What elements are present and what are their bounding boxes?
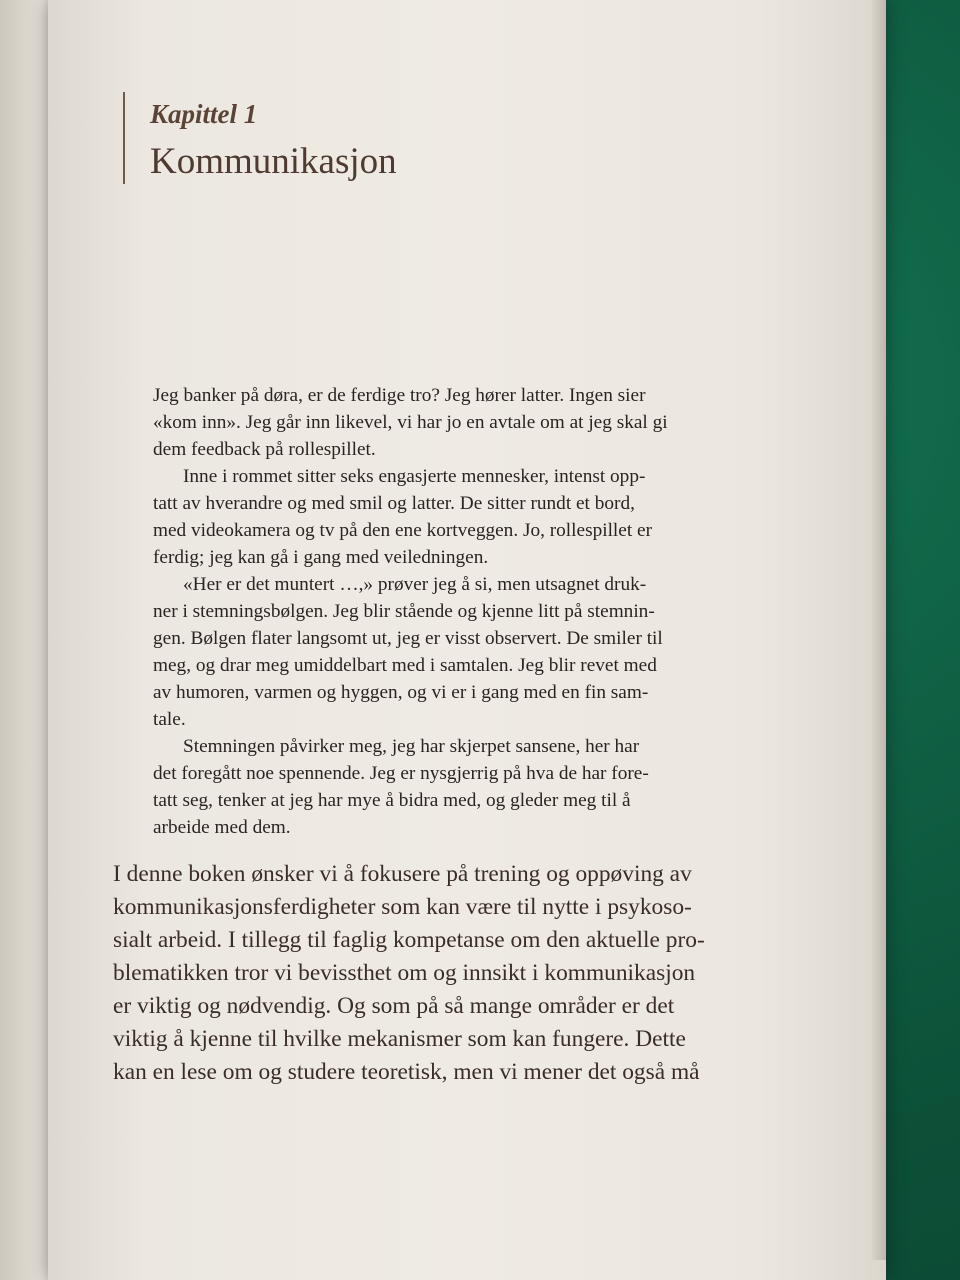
chapter-heading-rule (123, 92, 125, 184)
intro-paragraph (153, 382, 713, 463)
text-line: gen. Bølgen flater langsomt ut, jeg er visst observert. De smiler til (153, 628, 663, 649)
text-line: kommunikasjonsferdigheter som kan være til nytte i psykoso- (113, 894, 692, 920)
body-text (113, 858, 753, 1089)
text-line: meg, og drar meg umiddelbart med i samtalen. Jeg blir revet med (153, 655, 657, 676)
text-line: ner i stemningsbølgen. Jeg blir stående og kjenne litt på stemnin- (153, 601, 655, 622)
text-line: med videokamera og tv på den ene kortveggen. Jo, rollespillet er (153, 520, 653, 541)
text-line: I denne boken ønsker vi å fokusere på trening og oppøving av (113, 861, 692, 887)
text-line: Jeg banker på døra, er de ferdige tro? Jeg hører latter. Ingen sier (153, 385, 646, 406)
text-line: viktig å kjenne til hvilke mekanismer som kan fungere. Dette (113, 1026, 686, 1052)
text-line: kan en lese om og studere teoretisk, men vi mener det også må (113, 1059, 700, 1085)
body-paragraph (113, 858, 753, 1089)
chapter-number: Kapittel 1 (150, 99, 258, 129)
text-line: «Her er det muntert …,» prøver jeg å si, men utsagnet druk- (183, 574, 647, 595)
page-stack-edge (872, 0, 886, 1260)
text-line: av humoren, varmen og hyggen, og vi er i gang med en fin sam- (153, 682, 649, 703)
intro-paragraph (153, 571, 713, 733)
text-line: ferdig; jeg kan gå i gang med veiledningen. (153, 547, 489, 568)
chapter-title: Kommunikasjon (150, 141, 397, 182)
text-line: sialt arbeid. I tillegg til faglig kompetanse om den aktuelle pro- (113, 927, 705, 953)
text-line: blematikken tror vi bevissthet om og innsikt i kommunikasjon (113, 960, 696, 986)
text-line: arbeide med dem. (153, 817, 291, 838)
text-line: dem feedback på rollespillet. (153, 439, 376, 460)
intro-paragraph (153, 733, 713, 841)
text-line: tatt av hverandre og med smil og latter. De sitter rundt et bord, (153, 493, 635, 514)
intro-vignette (153, 382, 713, 841)
text-line: Inne i rommet sitter seks engasjerte mennesker, intenst opp- (183, 466, 646, 487)
text-line: «kom inn». Jeg går inn likevel, vi har jo en avtale om at jeg skal gi (153, 412, 668, 433)
text-line: er viktig og nødvendig. Og som på så mange områder er det (113, 993, 675, 1019)
text-line: tatt seg, tenker at jeg har mye å bidra med, og gleder meg til å (153, 790, 631, 811)
text-line: tale. (153, 709, 186, 730)
text-line: Stemningen påvirker meg, jeg har skjerpet sansene, her har (183, 736, 640, 757)
text-line: det foregått noe spennende. Jeg er nysgjerrig på hva de har fore- (153, 763, 649, 784)
intro-paragraph (153, 463, 713, 571)
